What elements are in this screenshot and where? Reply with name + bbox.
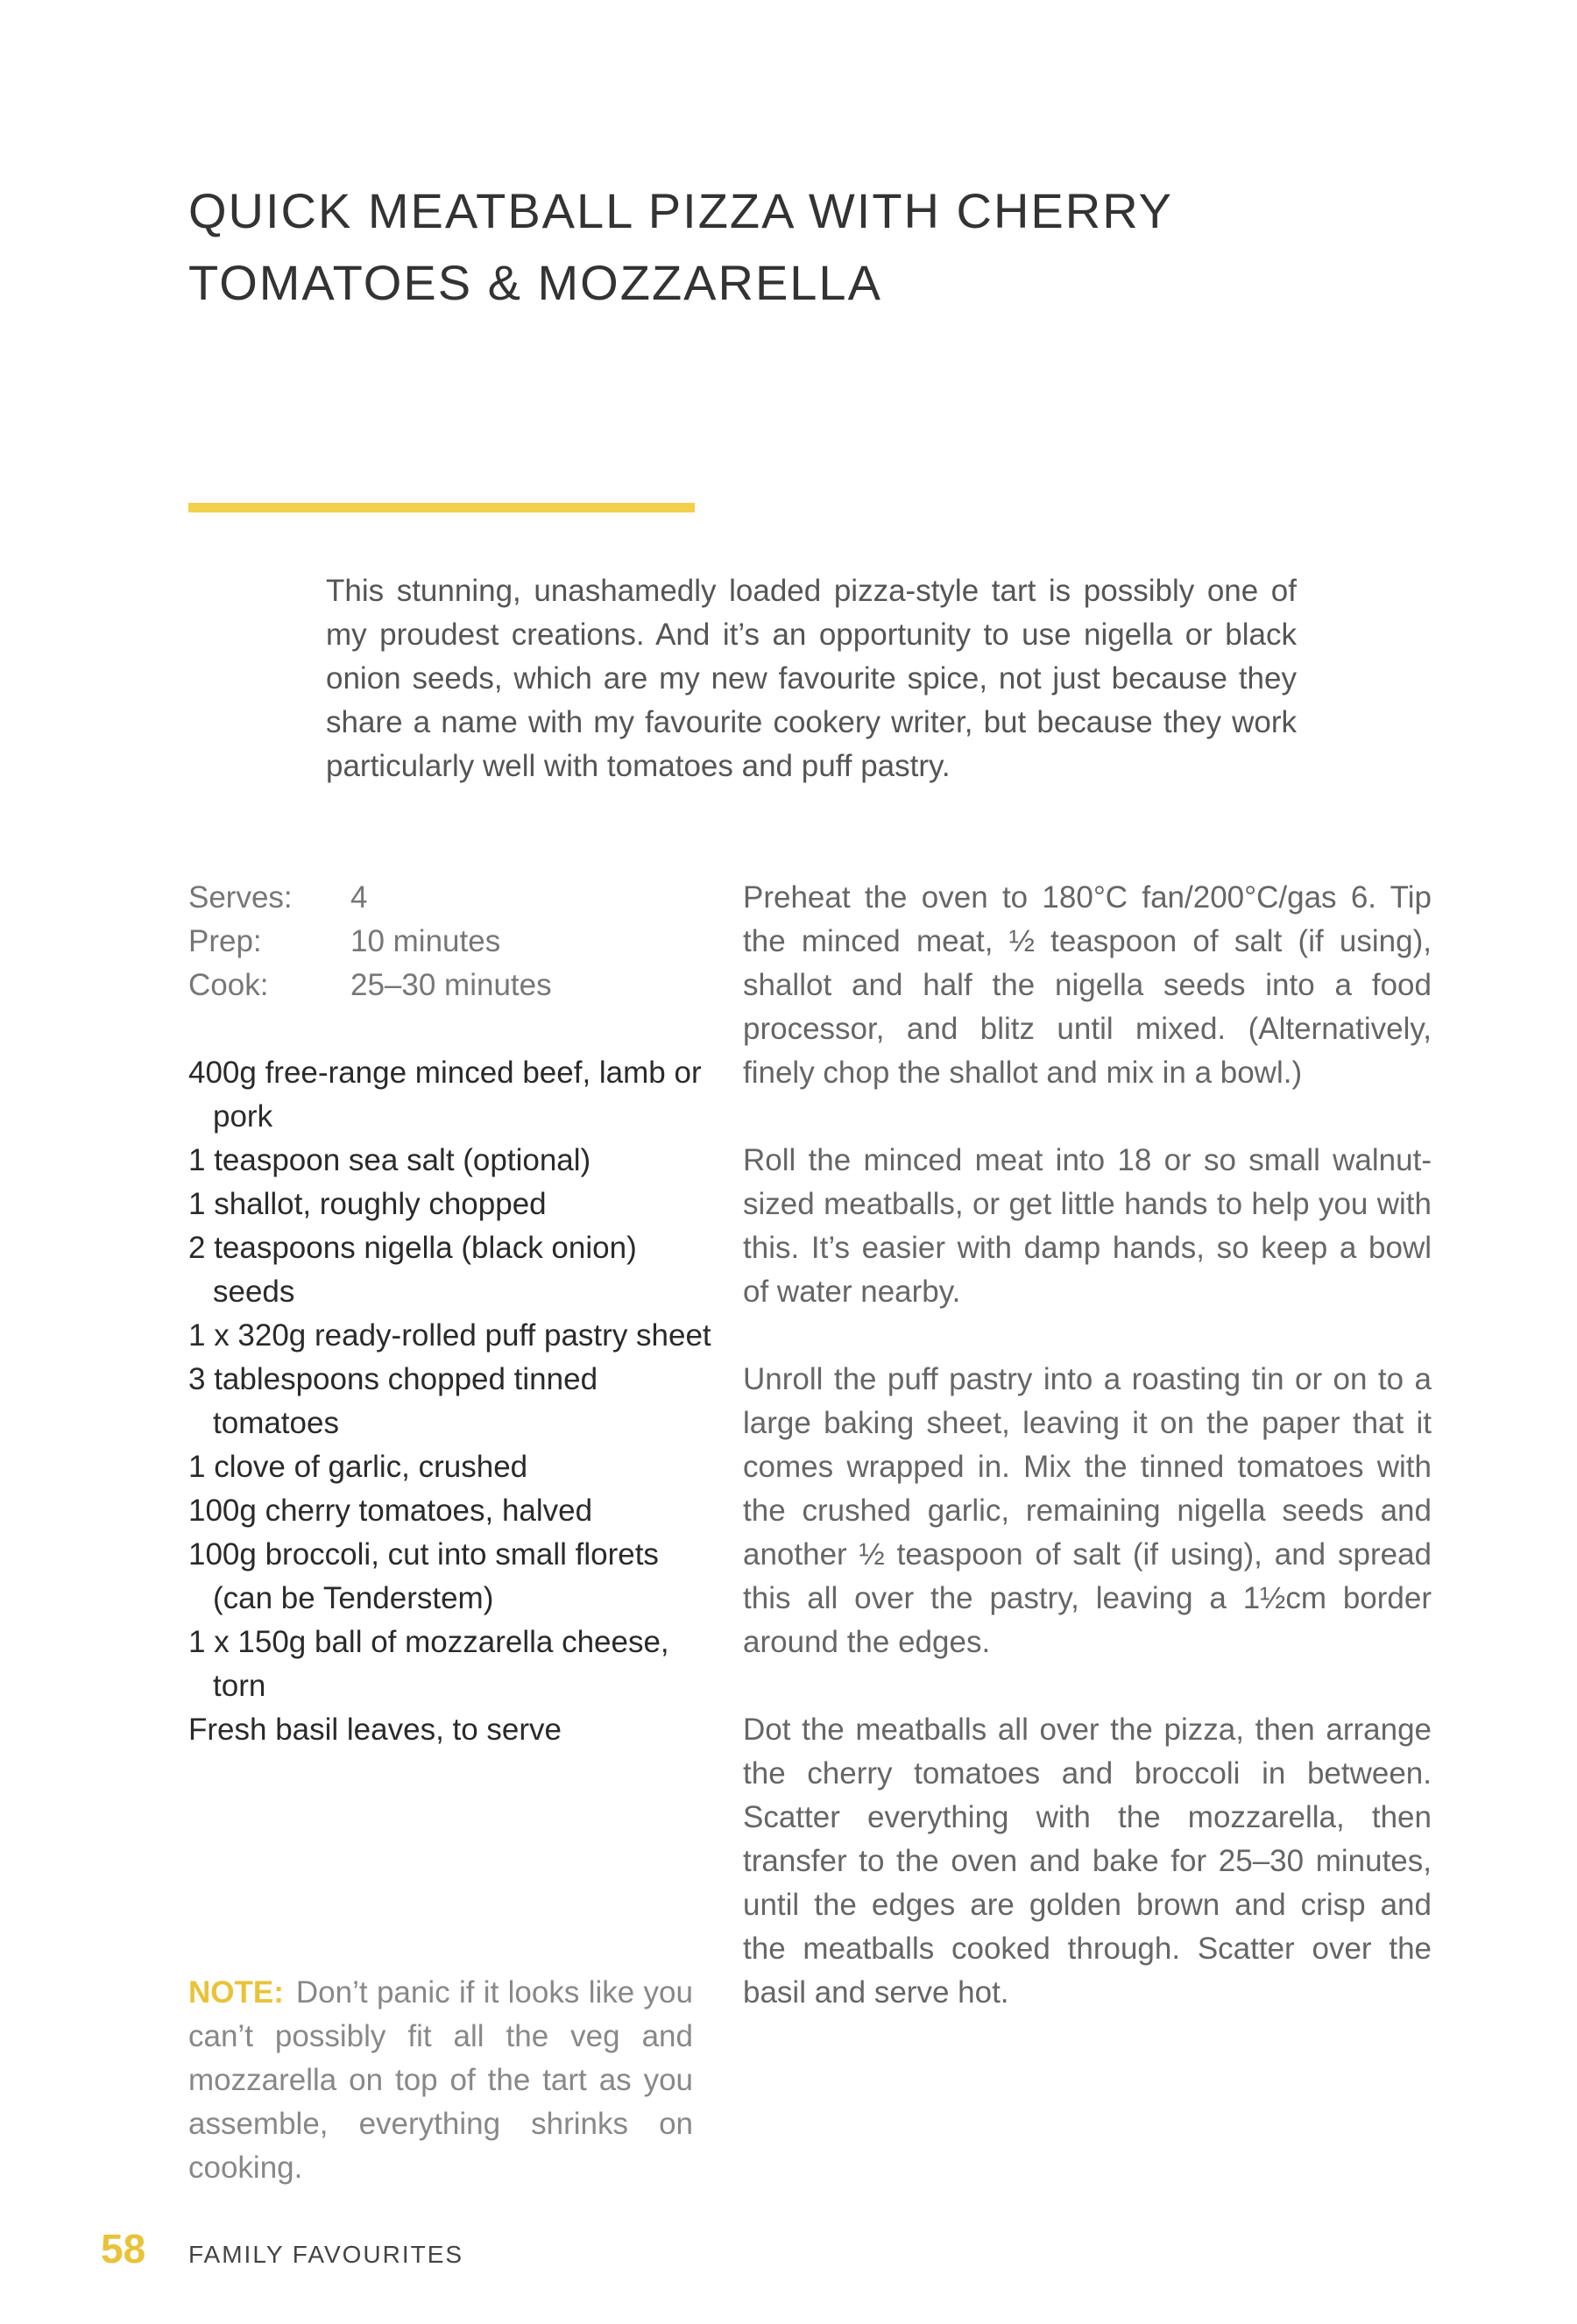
ingredient-item: 1 x 320g ready-rolled puff pastry sheet	[188, 1318, 711, 1353]
meta-value: 10 minutes	[350, 924, 501, 958]
ingredient-item: 1 clove of garlic, crushed	[188, 1450, 528, 1484]
ingredient-item: 2 teaspoons nigella (black onion) seeds	[188, 1231, 637, 1309]
ingredient-item: 400g free-range minced beef, lamb or pork	[188, 1056, 702, 1134]
ingredient-item: Fresh basil leaves, to serve	[188, 1713, 562, 1747]
meta-serves	[188, 876, 679, 920]
ingredient-item: 3 tablespoons chopped tinned tomatoes	[188, 1362, 598, 1440]
ingredient-item: 100g broccoli, cut into small florets (can be Tenderstem)	[188, 1537, 659, 1615]
meta-prep	[188, 920, 679, 964]
ingredient-item: 1 shallot, roughly chopped	[188, 1187, 547, 1221]
recipe-intro: This stunning, unashamedly loaded pizza-style tart is possibly one of my proudest creations. And it’s an opportunity to use nigella or black onion seeds, which are my new favourite spice, not just because they share a name with my favourite cookery writer, but because they work particularly well with tomatoes and puff pastry.	[326, 574, 1297, 783]
accent-divider	[188, 503, 695, 512]
method-step: Roll the minced meat into 18 or so small walnut-sized meatballs, or get little hands to help you with this. It’s easier with damp hands, so keep a bowl of water nearby.	[743, 1143, 1432, 1309]
page-footer	[101, 2225, 463, 2272]
meta-label: Cook:	[188, 968, 269, 1002]
method-step: Dot the meatballs all over the pizza, then arrange the cherry tomatoes and broccoli in between. Scatter everything with the mozzarella, then transfer to the oven and bake for 25–30 minutes, until the edges are golden brown and crisp and the meatballs cooked through. Scatter over the basil and serve hot.	[743, 1713, 1432, 2010]
recipe-note	[188, 1971, 693, 2190]
title-line-1: QUICK MEATBALL PIZZA WITH CHERRY	[188, 183, 1174, 238]
section-name: FAMILY FAVOURITES	[188, 2241, 464, 2268]
title-line-2: TOMATOES & MOZZARELLA	[188, 255, 882, 310]
meta-label: Serves:	[188, 880, 293, 915]
recipe-meta	[188, 876, 679, 1007]
meta-cook	[188, 964, 679, 1007]
note-label: NOTE:	[188, 1975, 284, 2010]
note-text: Don’t panic if it looks like you can’t possibly fit all the veg and mozzarella on top of the tart as you assemble, everything shrinks on cooking.	[188, 1975, 693, 2185]
recipe-title	[188, 175, 1240, 319]
meta-label: Prep:	[188, 924, 262, 958]
ingredient-item: 100g cherry tomatoes, halved	[188, 1494, 593, 1528]
method-steps	[743, 876, 1432, 2059]
method-step: Preheat the oven to 180°C fan/200°C/gas 6. Tip the minced meat, ½ teaspoon of salt (if using), shallot and half the nigella seeds into a food processor, and blitz until mixed. (Alternatively, finely chop the shallot and mix in a bowl.)	[743, 880, 1432, 1090]
meta-value: 4	[350, 880, 368, 915]
ingredient-item: 1 x 150g ball of mozzarella cheese, torn	[188, 1625, 669, 1703]
ingredients-list	[188, 1051, 714, 1752]
ingredient-item: 1 teaspoon sea salt (optional)	[188, 1143, 591, 1177]
page-number: 58	[101, 2226, 146, 2271]
meta-value: 25–30 minutes	[350, 968, 552, 1002]
method-step: Unroll the puff pastry into a roasting tin or on to a large baking sheet, leaving it on the paper that it comes wrapped in. Mix the tinned tomatoes with the crushed garlic, remaining nigella seeds and another ½ teaspoon of salt (if using), and spread this all over the pastry, leaving a 1½cm border around the edges.	[743, 1362, 1432, 1659]
